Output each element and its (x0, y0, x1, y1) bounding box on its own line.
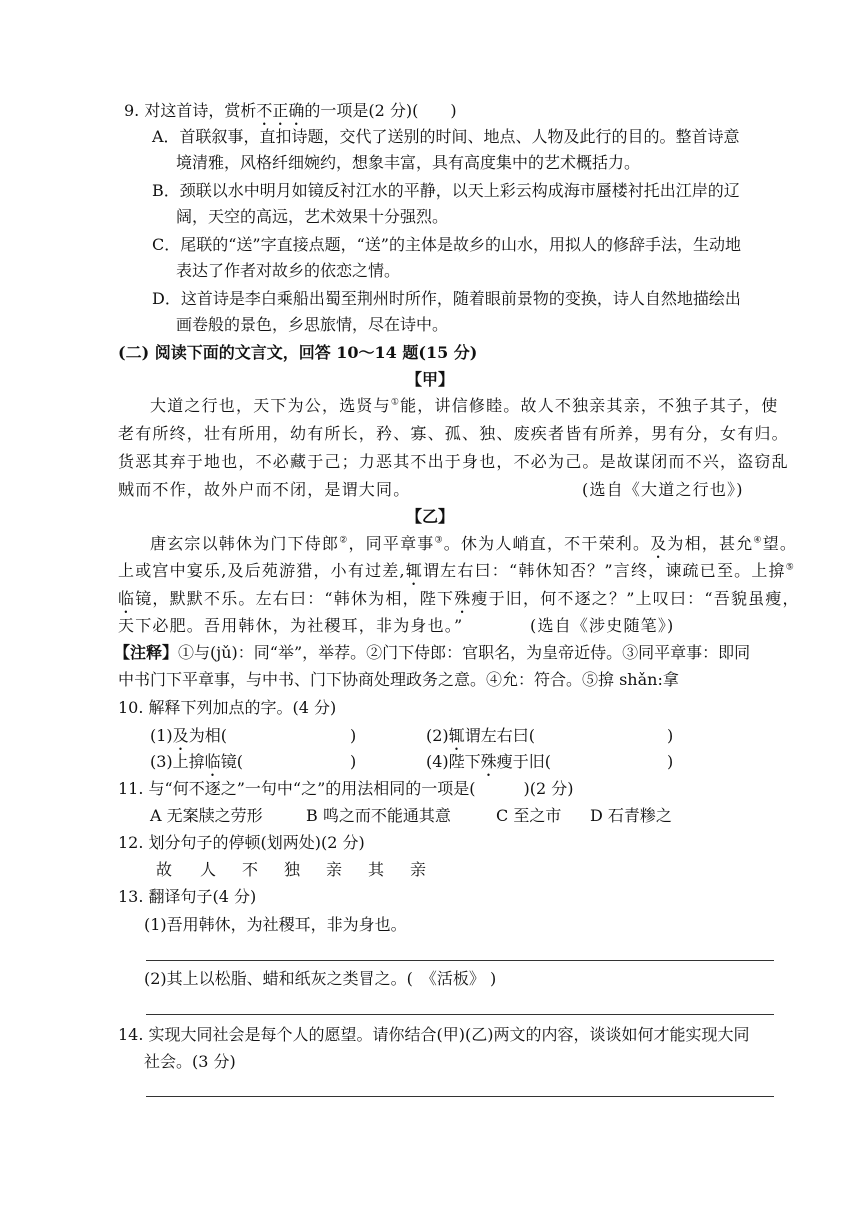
q11-stem: 11. 与“何不逐之”一句中“之”的用法相同的一项是( )(2 分) (118, 779, 574, 798)
jia-line2: 老有所终，壮有所用，幼有所长，矜、寡、孤、独、废疾者皆有所养，男有分，女有归。 (118, 424, 789, 443)
section2-heading: (二) 阅读下面的文言文，回答 10～14 题(15 分) (118, 343, 478, 362)
yi-line3: 临镜，默默不乐。左右曰：“韩休为相，陛下殊瘦于旧，何不逐之？”上叹曰：“吾貌虽瘦， (118, 589, 800, 608)
yi-source: (选自《涉史随笔》) (530, 616, 675, 635)
q12-char-1: 故 (156, 860, 173, 879)
q10-stem: 10. 解释下列加点的字。(4 分) (118, 698, 337, 717)
q9-option-d-line2: 画卷般的景色，乡思旅情，尽在诗中。 (176, 315, 449, 334)
q9-option-a-line2: 境清雅，风格纤细婉约，想象丰富，具有高度集中的艺术概括力。 (176, 153, 641, 172)
jia-line4: 贼而不作，故外户而不闭，是谓大同。 (118, 480, 411, 499)
q11-option-c: C 至之市 (496, 806, 562, 825)
q13-sentence2: (2)其上以松脂、蜡和纸灰之类冒之。( 《活板》 ) (144, 969, 497, 988)
q12-stem: 12. 划分句子的停顿(划两处)(2 分) (118, 833, 365, 852)
q9-option-c-line1: C．尾联的“送”字直接点题，“送”的主体是故乡的山水，用拟人的修辞手法，生动地 (152, 235, 741, 254)
q12-char-6: 其 (368, 860, 385, 879)
q14-line2: 社会。(3 分) (144, 1052, 236, 1071)
jia-title: 【甲】 (405, 370, 454, 389)
q9-option-d-line1: D．这首诗是李白乘船出蜀至荆州时所作，随着眼前景物的变换，诗人自然地描绘出 (152, 289, 741, 308)
q13-sentence1: (1)吾用韩休，为社稷耳，非为身也。 (144, 915, 407, 934)
q10-item1-close: ) (350, 726, 357, 745)
q9-option-b-line2: 阔，天空的高远，艺术效果十分强烈。 (176, 207, 449, 226)
q13-answer-line-1[interactable] (146, 960, 774, 961)
jia-line1: 大道之行也，天下为公，选贤与①能，讲信修睦。故人不独亲其亲，不独子其子，使 (150, 396, 779, 415)
q10-item3: (3)上揜临镜( (150, 752, 243, 771)
q13-stem: 13. 翻译句子(4 分) (118, 887, 257, 906)
q10-item2-close: ) (667, 726, 674, 745)
q12-char-5: 亲 (326, 860, 343, 879)
yi-line4: 天下必肥。吾用韩休，为社稷耳，非为身也。” (118, 616, 464, 635)
q12-char-4: 独 (284, 860, 301, 879)
q9-option-a-line1: A．首联叙事，直扣诗题，交代了送别的时间、地点、人物及此行的目的。整首诗意 (152, 127, 740, 146)
q11-option-a: A 无案牍之劳形 (150, 806, 263, 825)
q9-option-b-line1: B．颈联以水中明月如镜反衬江水的平静，以天上彩云构成海市蜃楼衬托出江岸的辽 (152, 181, 740, 200)
yi-line1: 唐玄宗以韩休为门下侍郎②，同平章事③。休为人峭直，不干荣利。及为相，甚允④望。 (150, 534, 798, 553)
q9-option-c-line2: 表达了作者对故乡的依恋之情。 (176, 261, 401, 280)
jia-line3: 货恶其弃于地也，不必藏于己；力恶其不出于身也，不必为己。是故谋闭而不兴，盗窃乱 (118, 452, 789, 471)
yi-line2: 上或宫中宴乐,及后苑游猎，小有过差,辄谓左右曰：“韩休知否？”言终，谏疏已至。上揜⑤ (118, 561, 796, 580)
q12-char-7: 亲 (410, 860, 427, 879)
q11-option-d: D 石青糁之 (590, 806, 672, 825)
q10-item4-close: ) (667, 752, 674, 771)
yi-title: 【乙】 (405, 507, 454, 526)
q14-answer-line[interactable] (146, 1096, 774, 1097)
q10-item1: (1)及为相( (150, 726, 227, 745)
q11-option-b: B 鸣之而不能通其意 (306, 806, 451, 825)
q10-item4: (4)陛下殊瘦于旧( (426, 752, 551, 771)
q14-line1: 14. 实现大同社会是每个人的愿望。请你结合(甲)(乙)两文的内容，谈谈如何才能实现大同 (118, 1025, 750, 1044)
q10-item2: (2)辄谓左右曰( (426, 726, 535, 745)
q12-char-3: 不 (242, 860, 259, 879)
q12-char-2: 人 (200, 860, 217, 879)
q10-item3-close: ) (350, 752, 357, 771)
notes-line2: 中书门下平章事，与中书、门下协商处理政务之意。④允：符合。⑤揜 shǎn:拿 (118, 670, 679, 689)
notes-line1: 【注释】①与(jǔ)：同“举”，举荐。②门下侍郎：官职名，为皇帝近侍。③同平章事：即同 (114, 643, 751, 662)
q13-answer-line-2[interactable] (146, 1014, 774, 1015)
jia-source: (选自《大道之行也》) (582, 480, 744, 499)
q9-stem: 9. 对这首诗，赏析不正确的一项是(2 分)( ) (124, 101, 457, 120)
